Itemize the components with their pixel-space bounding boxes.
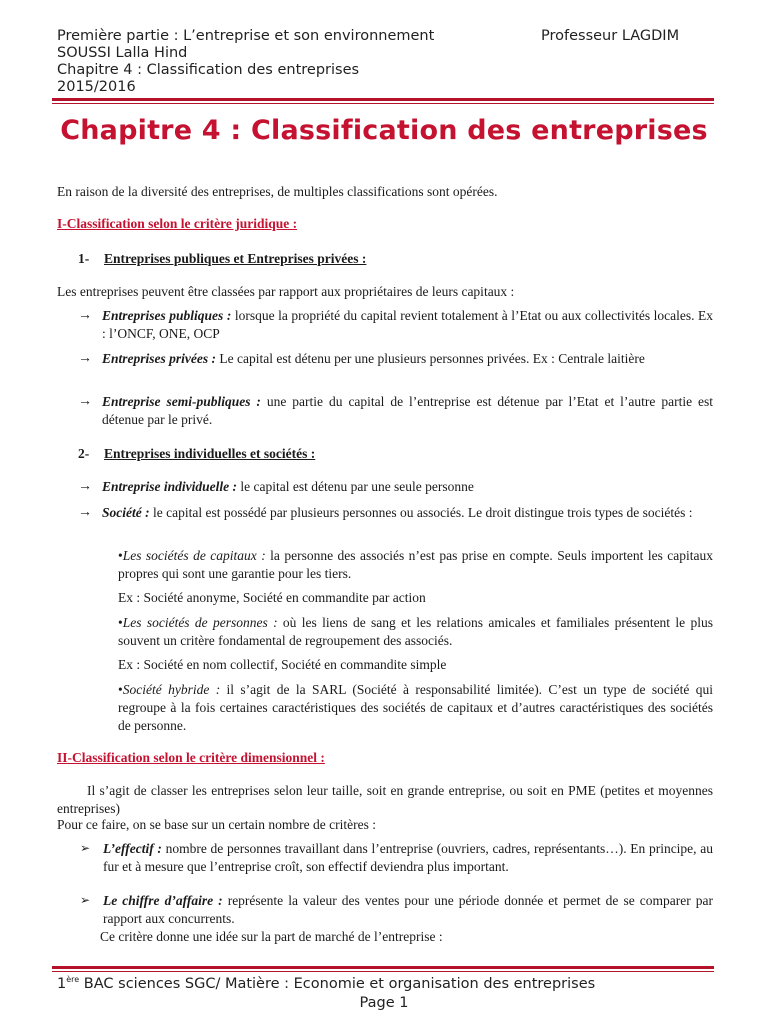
- footer-level: 1: [57, 975, 67, 992]
- section1-heading: I-Classification selon le critère juridique :: [57, 216, 298, 231]
- header-part: Première partie : L’entreprise et son environnement: [57, 28, 435, 44]
- triangle-bullet-icon: ➢: [80, 841, 91, 855]
- definition: lorsque la propriété du capital revient totalement à l’Etat ou aux collectivités locales. Ex : l’ONCF, ONE, OCP: [102, 308, 713, 341]
- right-arrow-icon: →: [78, 308, 92, 323]
- triangle-bullet-icon: ➢: [80, 893, 91, 907]
- list-item-societe: [102, 504, 713, 522]
- bullet-icon: •: [118, 548, 123, 563]
- term: Le chiffre d’affaire :: [103, 893, 223, 908]
- definition: nombre de personnes travaillant dans l’entreprise (ouvriers, cadres, représentants…). En principe, au fur et à mesure que l’entreprise croît, son effectif deviendra plus important.: [103, 841, 713, 874]
- term: Société :: [102, 505, 150, 520]
- footer-course-text: BAC sciences SGC/ Matière : Economie et organisation des entreprises: [79, 975, 596, 992]
- list-item-individual: [102, 478, 713, 496]
- society-capitaux: [118, 547, 713, 583]
- header-chapter: Chapitre 4 : Classification des entreprises: [57, 62, 360, 78]
- society-hybride: [118, 681, 713, 735]
- right-arrow-icon: →: [78, 351, 92, 366]
- term: Les sociétés de personnes :: [122, 615, 278, 630]
- term: Entreprise individuelle :: [102, 479, 237, 494]
- header-professor: Professeur LAGDIM: [541, 28, 680, 44]
- sub2-heading: Entreprises individuelles et sociétés :: [104, 446, 316, 461]
- sub1-lead: Les entreprises peuvent être classées par rapport aux propriétaires de leurs capitaux :: [57, 284, 515, 299]
- term: Entreprises publiques :: [102, 308, 232, 323]
- section2-para2: Pour ce faire, on se base sur un certain nombre de critères :: [57, 817, 376, 832]
- sub1-heading: Entreprises publiques et Entreprises privées :: [104, 251, 367, 266]
- footer-rule-thick: [52, 966, 714, 969]
- definition: il s’agit de la SARL (Société à responsabilité limitée). C’est un type de société qui regroupe à la fois certaines caractéristiques des sociétés de capitaux et d’autres caractéristiques des sociétés de personne.: [118, 682, 713, 733]
- header-rule-thick: [52, 98, 714, 101]
- term: L’effectif :: [103, 841, 162, 856]
- sub2-number: 2-: [78, 446, 90, 461]
- definition: la personne des associés n’est pas prise en compte. Seuls importent les capitaux propres qui sont une garantie pour les tiers.: [118, 548, 713, 581]
- section2-heading: II-Classification selon le critère dimensionnel :: [57, 750, 325, 765]
- footer-level-sup: ère: [66, 975, 80, 984]
- term: Les sociétés de capitaux :: [122, 548, 266, 563]
- list-item-semi-public: [102, 393, 713, 429]
- page-title: Chapitre 4 : Classification des entreprises: [60, 115, 708, 146]
- sub1-number: 1-: [78, 251, 90, 266]
- bullet-icon: •: [118, 615, 123, 630]
- list-item-private: [102, 350, 713, 368]
- right-arrow-icon: →: [78, 479, 92, 494]
- society-personnes: [118, 614, 713, 650]
- criterion-chiffre-affaire: [103, 892, 713, 928]
- intro-text: En raison de la diversité des entreprises, de multiples classifications sont opérées.: [57, 184, 498, 199]
- footer-rule-thin: [52, 971, 714, 972]
- header-year: 2015/2016: [57, 79, 136, 95]
- bullet-icon: •: [118, 682, 123, 697]
- footer-course: [57, 975, 595, 992]
- right-arrow-icon: →: [78, 394, 92, 409]
- page-number: Page 1: [359, 995, 409, 1011]
- term: Entreprise semi-publiques :: [102, 394, 261, 409]
- header-rule-thin: [52, 103, 714, 104]
- definition: représente la valeur des ventes pour une période donnée et permet de se comparer par rapport aux concurrents.: [103, 893, 713, 926]
- term: Société hybride :: [122, 682, 221, 697]
- criterion-chiffre-affaire-extra: Ce critère donne une idée sur la part de marché de l’entreprise :: [100, 929, 443, 944]
- society-capitaux-example: Ex : Société anonyme, Société en commandite par action: [118, 590, 426, 605]
- header-author: SOUSSI Lalla Hind: [57, 45, 188, 61]
- definition: le capital est possédé par plusieurs personnes ou associés. Le droit distingue trois types de sociétés :: [149, 505, 693, 520]
- criterion-effectif: [103, 840, 713, 876]
- definition: une partie du capital de l’entreprise est détenue par l’Etat et l’autre partie est détenue par le privé.: [102, 394, 714, 427]
- definition: le capital est détenu par une seule personne: [237, 479, 474, 494]
- list-item-public: [102, 307, 713, 343]
- right-arrow-icon: →: [78, 505, 92, 520]
- society-personnes-example: Ex : Société en nom collectif, Société en commandite simple: [118, 657, 447, 672]
- term: Entreprises privées :: [102, 351, 216, 366]
- section2-para1: Il s’agit de classer les entreprises selon leur taille, soit en grande entreprise, ou soit en PME (petites et moyennes entreprises): [57, 783, 713, 816]
- definition: où les liens de sang et les relations amicales et familiales présentent le plus souvent un critère fondamental de regroupement des associés.: [118, 615, 713, 648]
- definition: Le capital est détenu per une plusieurs personnes privées. Ex : Centrale laitière: [216, 351, 645, 366]
